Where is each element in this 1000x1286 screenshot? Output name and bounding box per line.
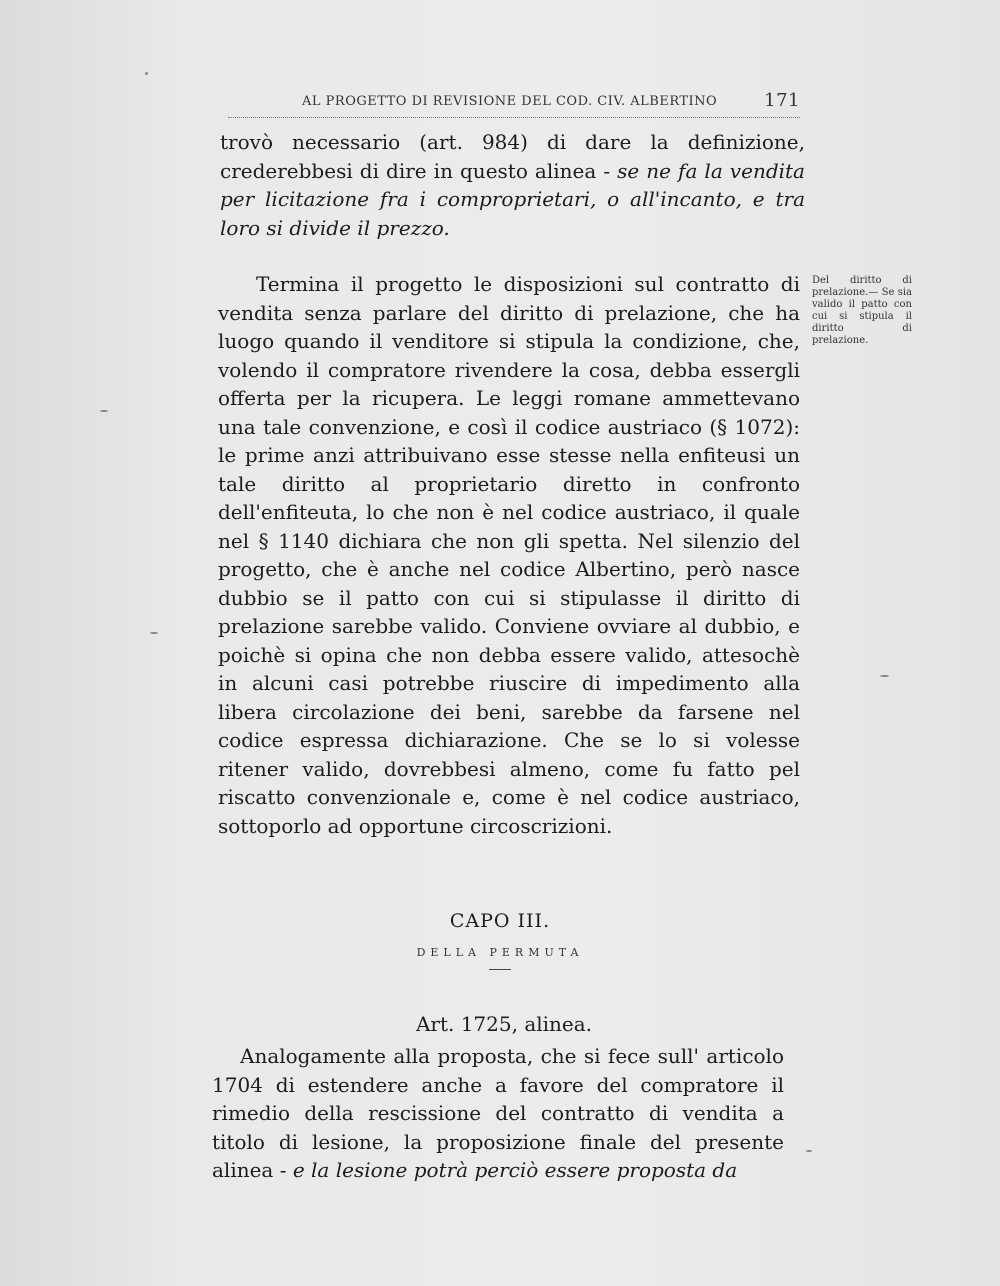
paragraph-continuation bbox=[220, 128, 805, 242]
article-heading: Art. 1725, alinea. bbox=[415, 1012, 593, 1036]
scan-speck bbox=[100, 410, 108, 412]
paragraph-text: trovò necessario (art. 984) di dare la definizione, crederebbesi di dire in questo alinea - bbox=[220, 130, 805, 183]
chapter-dash bbox=[489, 969, 511, 970]
paragraph-text: Termina il progetto le disposizioni sul contratto di vendita senza parlare del diritto di prelazione, che ha luogo quando il venditore si stipula la condizione, che, volendo il compratore rivendere la cosa, debba essergli offerta per la ricupera. Le leggi romane ammettevano una tale convenzione, e così il codice austriaco (§ 1072): le prime anzi attribuivano esse stesse nella enfiteusi un tale diritto al proprietario diretto in confronto dell'enfiteuta, lo che non è nel codice austriaco, il quale nel § 1140 dichiara che non gli spetta. Nel silenzio del progetto, che è anche nel codice Albertino, però nasce dubbio se il patto con cui si stipulasse il diritto di prelazione sarebbe valido. Conviene ovviare al dubbio, e poichè si opina che non debba essere valido, attesochè in alcuni casi potrebbe riuscire di impedimento alla libera circolazione dei beni, sarebbe da farsene nel codice espressa dichiarazione. Che se lo si volesse ritener valido, dovrebbesi almeno, come fu fatto pel riscatto convenzionale e, come è nel codice austriaco, sottoporlo ad opportune circoscrizioni. bbox=[218, 272, 800, 838]
margin-note: Del diritto di prelazione.— Se sia valido il patto con cui si stipula il diritto di prelazione. bbox=[812, 275, 912, 346]
chapter-heading bbox=[400, 910, 600, 970]
scan-speck bbox=[150, 632, 158, 634]
running-header bbox=[228, 92, 800, 114]
paragraph-italic-text: e la lesione potrà perciò essere proposta da bbox=[292, 1158, 738, 1182]
paragraph-italic-text: se ne fa la vendita per licitazione fra i comproprietari, o all'incanto, e tra loro si divide il prezzo. bbox=[220, 158, 805, 240]
chapter-title: DELLA PERMUTA bbox=[416, 946, 584, 959]
scan-speck bbox=[145, 72, 148, 75]
paragraph-prelazione bbox=[218, 270, 800, 840]
scan-speck bbox=[806, 1150, 812, 1152]
paragraph-text: Analogamente alla proposta, che si fece sull' articolo 1704 di estendere anche a favore del compratore il rimedio della rescissione del contratto di vendita a titolo di lesione, la proposizione finale del presente alinea - bbox=[212, 1044, 784, 1182]
scan-speck bbox=[880, 675, 889, 677]
running-title: AL PROGETTO DI REVISIONE DEL COD. CIV. ALBERTINO bbox=[302, 94, 718, 109]
chapter-number: CAPO III. bbox=[449, 910, 551, 932]
header-rule bbox=[228, 117, 800, 118]
page-number: 171 bbox=[764, 90, 800, 111]
paragraph-permuta bbox=[212, 1042, 784, 1185]
